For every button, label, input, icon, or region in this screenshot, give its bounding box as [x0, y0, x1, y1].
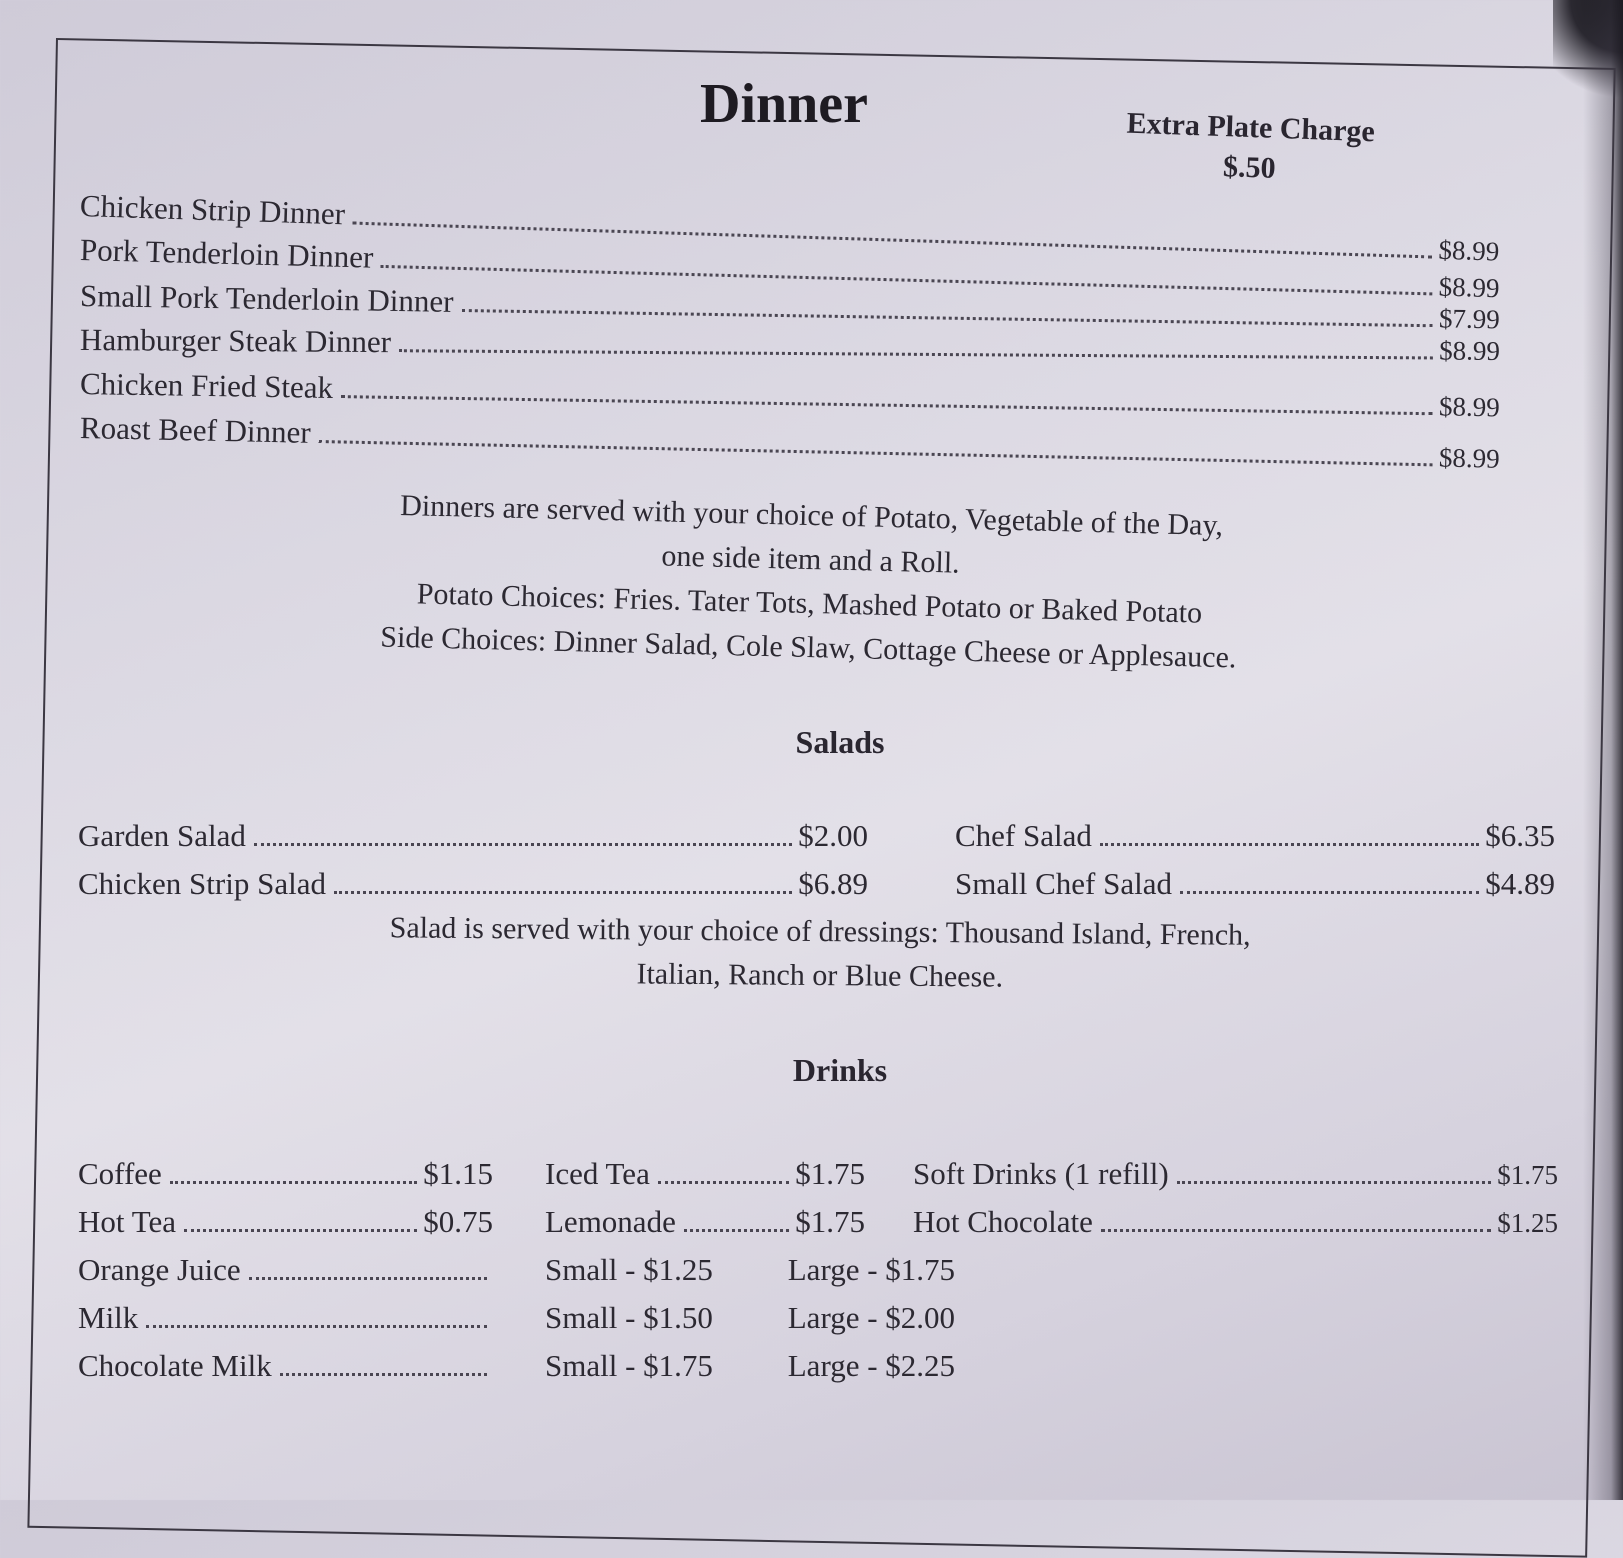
salad-note-line: Salad is served with your choice of dressings: Thousand Island, French, — [389, 911, 1251, 952]
dot-leader — [254, 843, 792, 846]
dot-leader — [1101, 1229, 1491, 1232]
drinks-column-2 — [545, 1156, 956, 1396]
dot-leader — [170, 1181, 417, 1184]
dinner-notes — [258, 481, 1362, 684]
size-prices — [545, 1252, 956, 1300]
salads-heading: Salads — [795, 724, 885, 760]
dot-leader — [684, 1229, 789, 1232]
dot-leader — [1177, 1181, 1492, 1184]
dot-leader — [334, 891, 792, 894]
drinks-column-3 — [913, 1156, 1558, 1252]
dinner-note-line: Potato Choices: Fries. Tater Tots, Mashed Potato or Baked Potato — [416, 577, 1203, 630]
dot-leader — [1180, 891, 1479, 894]
large-price: Large - $2.00 — [787, 1300, 956, 1335]
drink-item — [913, 1156, 1558, 1204]
drink-item-name: Lemonade — [545, 1204, 676, 1239]
dinner-item-name: Chicken Strip Dinner — [79, 188, 346, 232]
salad-item-name: Small Chef Salad — [955, 866, 1172, 901]
size-prices — [545, 1348, 956, 1396]
drink-item-price: $1.15 — [423, 1156, 493, 1191]
extra-plate-label: Extra Plate Charge — [1126, 106, 1376, 149]
salad-item-price: $6.35 — [1485, 818, 1555, 853]
drink-item-name: Orange Juice — [78, 1252, 241, 1287]
size-prices — [545, 1300, 956, 1348]
drinks-column-1 — [78, 1156, 493, 1396]
dot-leader — [1100, 843, 1479, 846]
salad-note-line: Italian, Ranch or Blue Cheese. — [636, 957, 1004, 994]
drink-item-price: $1.75 — [795, 1204, 865, 1239]
drink-item — [78, 1300, 493, 1348]
drink-item-name: Hot Tea — [78, 1204, 176, 1239]
drink-item — [545, 1204, 865, 1252]
salad-item — [78, 818, 868, 854]
dinner-item-name: Chicken Fried Steak — [79, 366, 334, 405]
dinner-item-name: Pork Tenderloin Dinner — [79, 232, 374, 275]
extra-plate-price: $.50 — [1222, 150, 1277, 185]
dinner-note-line: Side Choices: Dinner Salad, Cole Slaw, Cottage Cheese or Applesauce. — [380, 620, 1237, 675]
dinner-item-name: Hamburger Steak Dinner — [79, 322, 392, 360]
drinks-heading: Drinks — [792, 1052, 888, 1088]
dinner-note-line: Dinners are served with your choice of Potato, Vegetable of the Day, — [399, 488, 1224, 543]
drink-item-name: Coffee — [78, 1156, 162, 1191]
drink-item-name: Iced Tea — [545, 1156, 650, 1191]
drink-item — [78, 1204, 493, 1252]
extra-plate-charge — [1099, 103, 1402, 193]
dot-leader — [249, 1277, 487, 1280]
dinner-item-price: $8.99 — [1438, 234, 1500, 267]
salad-item-price: $6.89 — [798, 866, 868, 901]
dot-leader — [658, 1181, 789, 1184]
drink-item-price: $1.25 — [1497, 1208, 1558, 1238]
dinner-item-price: $8.99 — [1438, 442, 1500, 474]
salad-item — [955, 818, 1555, 854]
dinner-note-line: one side item and a Roll. — [661, 539, 961, 580]
dinner-item-price: $8.99 — [1438, 271, 1500, 304]
dot-leader — [399, 349, 1433, 359]
drink-item-name: Soft Drinks (1 refill) — [913, 1156, 1169, 1191]
drink-item — [78, 1348, 493, 1396]
salad-item-name: Chef Salad — [955, 818, 1092, 853]
drink-item — [545, 1156, 865, 1204]
menu-title: Dinner — [700, 73, 868, 135]
drink-item — [913, 1204, 1558, 1252]
drink-item — [78, 1156, 493, 1204]
drink-item-price: $1.75 — [795, 1156, 865, 1191]
drink-item-name: Milk — [78, 1300, 139, 1335]
large-price: Large - $2.25 — [787, 1348, 956, 1383]
salad-item — [955, 866, 1555, 902]
dot-leader — [146, 1325, 487, 1328]
dinner-item-price: $8.99 — [1438, 391, 1501, 423]
small-price: Small - $1.50 — [545, 1300, 713, 1335]
dinner-item-price: $8.99 — [1439, 335, 1501, 366]
drink-item-name: Hot Chocolate — [913, 1204, 1093, 1239]
dinner-item-price: $7.99 — [1438, 303, 1501, 335]
drink-item-price: $0.75 — [423, 1204, 493, 1239]
dot-leader — [184, 1229, 417, 1232]
dinner-item-name: Small Pork Tenderloin Dinner — [79, 278, 454, 319]
salad-item-name: Garden Salad — [78, 818, 246, 853]
small-price: Small - $1.25 — [545, 1252, 713, 1287]
salad-item — [78, 866, 868, 902]
large-price: Large - $1.75 — [787, 1252, 956, 1287]
small-price: Small - $1.75 — [545, 1348, 713, 1383]
drink-item-price: $1.75 — [1497, 1160, 1558, 1190]
salad-item-name: Chicken Strip Salad — [78, 866, 326, 901]
dinner-item-name: Roast Beef Dinner — [79, 410, 312, 450]
salad-notes — [260, 905, 1381, 1003]
drink-item — [78, 1252, 493, 1300]
dot-leader — [280, 1373, 487, 1376]
drink-item-name: Chocolate Milk — [78, 1348, 272, 1383]
salad-item-price: $4.89 — [1485, 866, 1555, 901]
salad-item-price: $2.00 — [798, 818, 868, 853]
